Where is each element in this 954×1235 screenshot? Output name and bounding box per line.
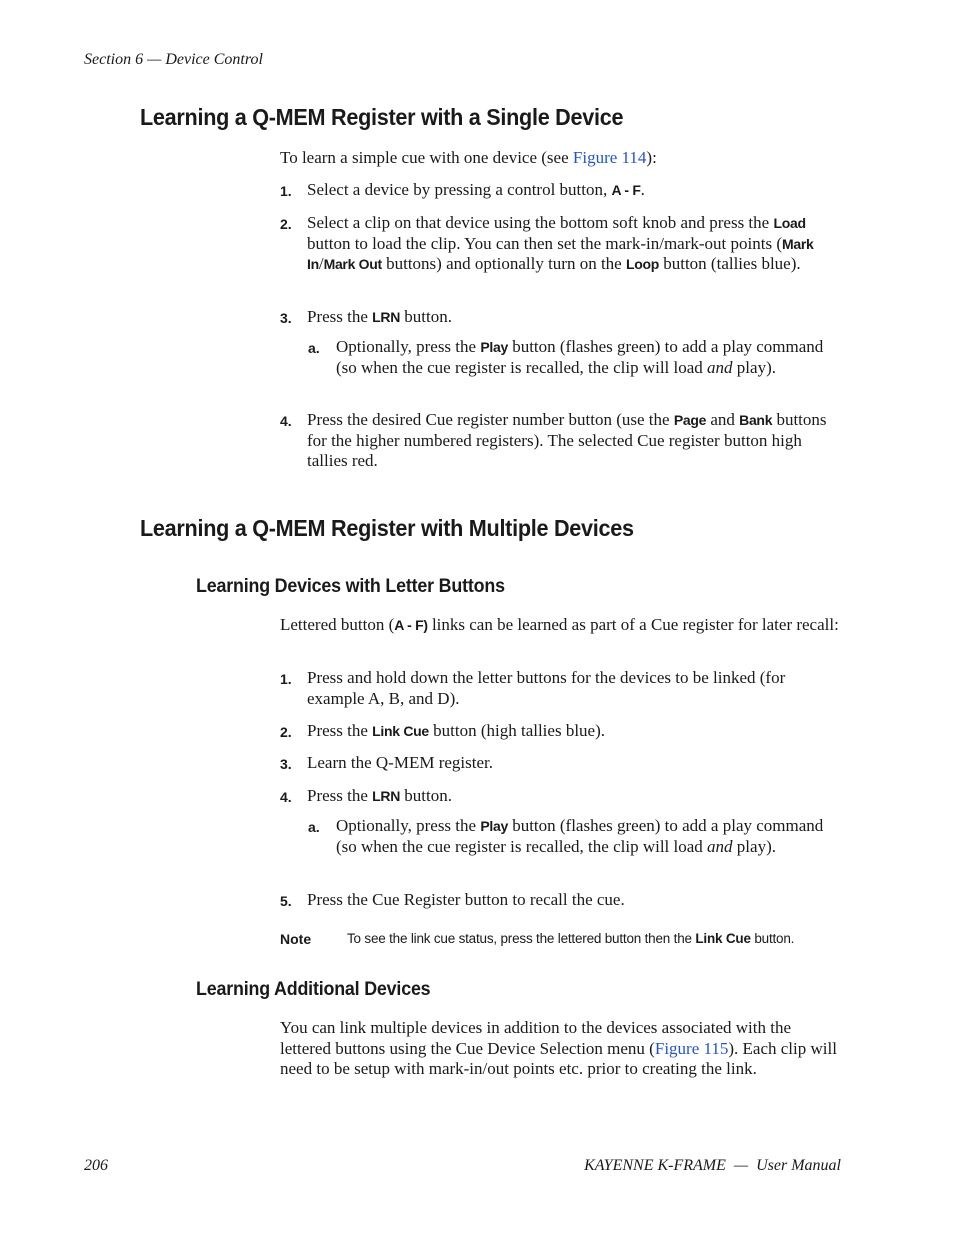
step-text-part: Press the bbox=[307, 307, 373, 326]
step-text-part: Press the bbox=[307, 721, 373, 740]
figure-115-link[interactable]: Figure 115 bbox=[654, 1038, 729, 1058]
step-text bbox=[307, 410, 842, 472]
step-text bbox=[307, 721, 842, 742]
step-text: Learn the Q-MEM register. bbox=[307, 753, 493, 772]
step-text: Press the Cue Register button to recall the cue. bbox=[307, 890, 625, 909]
step-1 bbox=[280, 668, 842, 709]
intro-text-end: ): bbox=[646, 148, 657, 167]
button-name-link-cue: Link Cue bbox=[695, 931, 751, 946]
button-name-play: Play bbox=[480, 339, 508, 355]
note-text-part: To see the link cue status, press the lettered button then the bbox=[347, 931, 696, 946]
step-1 bbox=[280, 180, 842, 201]
subsection-title-letter-buttons: Learning Devices with Letter Buttons bbox=[196, 576, 505, 597]
step-text-part: Select a clip on that device using the bottom soft knob and press the bbox=[307, 213, 774, 232]
button-name-lrn: LRN bbox=[372, 788, 401, 804]
paragraph-text: You can link multiple devices in addition to the devices associated with the lettered buttons using the Cue Device Selection menu ( bbox=[280, 1018, 792, 1058]
note-label: Note bbox=[280, 931, 312, 947]
step-text-part: . bbox=[640, 180, 645, 199]
substep-letter: a. bbox=[308, 819, 320, 835]
button-name-page: Page bbox=[673, 412, 707, 428]
substep-4a bbox=[308, 816, 842, 857]
step-4 bbox=[280, 410, 842, 472]
step-text-part: Press the bbox=[307, 786, 373, 805]
step-number: 5. bbox=[280, 893, 292, 909]
button-name-a-f: A - F) bbox=[394, 617, 428, 633]
step-text-part: play). bbox=[732, 836, 776, 856]
intro-text-end: links can be learned as part of a Cue register for later recall: bbox=[427, 615, 839, 634]
figure-114-link[interactable]: Figure 114 bbox=[572, 148, 647, 167]
step-text-part: Press the desired Cue register number button (use the bbox=[307, 410, 674, 429]
step-text bbox=[307, 307, 842, 328]
substep-letter: a. bbox=[308, 340, 320, 356]
note-text bbox=[347, 931, 794, 946]
button-name-mark-in: Mark In bbox=[307, 235, 814, 272]
letter-buttons-intro bbox=[280, 615, 842, 636]
note-text-part: button. bbox=[750, 931, 795, 946]
substep-3a bbox=[308, 337, 842, 378]
page-number: 206 bbox=[84, 1157, 108, 1174]
step-text-part: buttons) and optionally turn on the bbox=[381, 254, 626, 273]
button-name-bank: Bank bbox=[739, 412, 773, 428]
button-name-load: Load bbox=[773, 215, 806, 231]
substep-text bbox=[336, 816, 842, 857]
step-4 bbox=[280, 786, 842, 807]
step-number: 4. bbox=[280, 789, 292, 805]
step-text-part: button to load the clip. You can then set the mark-in/mark-out points ( bbox=[307, 233, 782, 253]
step-text bbox=[307, 213, 842, 275]
step-text-part: button. bbox=[400, 307, 452, 326]
step-text-part: Optionally, press the bbox=[336, 337, 481, 356]
step-text-part: play). bbox=[732, 357, 776, 377]
button-name-lrn: LRN bbox=[372, 309, 401, 325]
step-2 bbox=[280, 213, 842, 275]
step-5 bbox=[280, 890, 842, 911]
section-title-single-device: Learning a Q-MEM Register with a Single Device bbox=[140, 104, 624, 130]
step-text bbox=[307, 786, 842, 807]
step-number: 4. bbox=[280, 413, 292, 429]
paragraph-text-end: ). Each clip will need to be setup with mark-in/out points etc. prior to creating the link. bbox=[280, 1038, 837, 1078]
step-3 bbox=[280, 753, 842, 774]
running-header: Section 6 — Device Control bbox=[84, 51, 263, 68]
manual-title: KAYENNE K-FRAME — User Manual bbox=[584, 1157, 841, 1174]
step-2 bbox=[280, 721, 842, 742]
step-text-part: button (tallies blue). bbox=[658, 254, 801, 273]
step-number: 2. bbox=[280, 216, 292, 232]
step-text-part: button (high tallies blue). bbox=[428, 721, 605, 740]
step-number: 1. bbox=[280, 671, 292, 687]
button-name-a-f: A - F bbox=[611, 182, 641, 198]
button-name-link-cue: Link Cue bbox=[372, 723, 429, 739]
button-name-play: Play bbox=[480, 818, 508, 834]
intro-text: To learn a simple cue with one device (see bbox=[280, 148, 573, 167]
step-number: 3. bbox=[280, 310, 292, 326]
step-text-part: button (flashes green) to add a play command (so when the cue register is recalled, the clip will load bbox=[336, 816, 824, 856]
step-number: 1. bbox=[280, 183, 292, 199]
step-text-part: and bbox=[706, 410, 740, 429]
step-text: Press and hold down the letter buttons for the devices to be linked (for example A, B, and D). bbox=[307, 668, 786, 708]
additional-devices-paragraph bbox=[280, 1018, 842, 1080]
step-number: 2. bbox=[280, 724, 292, 740]
step-text-part: / bbox=[318, 254, 324, 273]
emphasis-and: and bbox=[707, 836, 733, 856]
intro-paragraph bbox=[280, 148, 842, 169]
section-title-multiple-devices: Learning a Q-MEM Register with Multiple Devices bbox=[140, 515, 634, 541]
step-3 bbox=[280, 307, 842, 328]
step-text-part: button. bbox=[400, 786, 452, 805]
button-name-loop: Loop bbox=[625, 256, 659, 272]
substep-text bbox=[336, 337, 842, 378]
step-number: 3. bbox=[280, 756, 292, 772]
step-text-part: buttons for the higher numbered registers). The selected Cue register button high tallies red. bbox=[307, 410, 827, 470]
step-text bbox=[307, 180, 842, 201]
subsection-title-additional-devices: Learning Additional Devices bbox=[196, 979, 431, 1000]
step-text-part: button (flashes green) to add a play command (so when the cue register is recalled, the clip will load bbox=[336, 337, 824, 377]
intro-text: Lettered button ( bbox=[280, 615, 395, 634]
button-name-mark-out: Mark Out bbox=[323, 256, 382, 272]
step-text-part: Optionally, press the bbox=[336, 816, 481, 835]
emphasis-and: and bbox=[707, 357, 733, 377]
step-text-part: Select a device by pressing a control button, bbox=[307, 180, 612, 199]
